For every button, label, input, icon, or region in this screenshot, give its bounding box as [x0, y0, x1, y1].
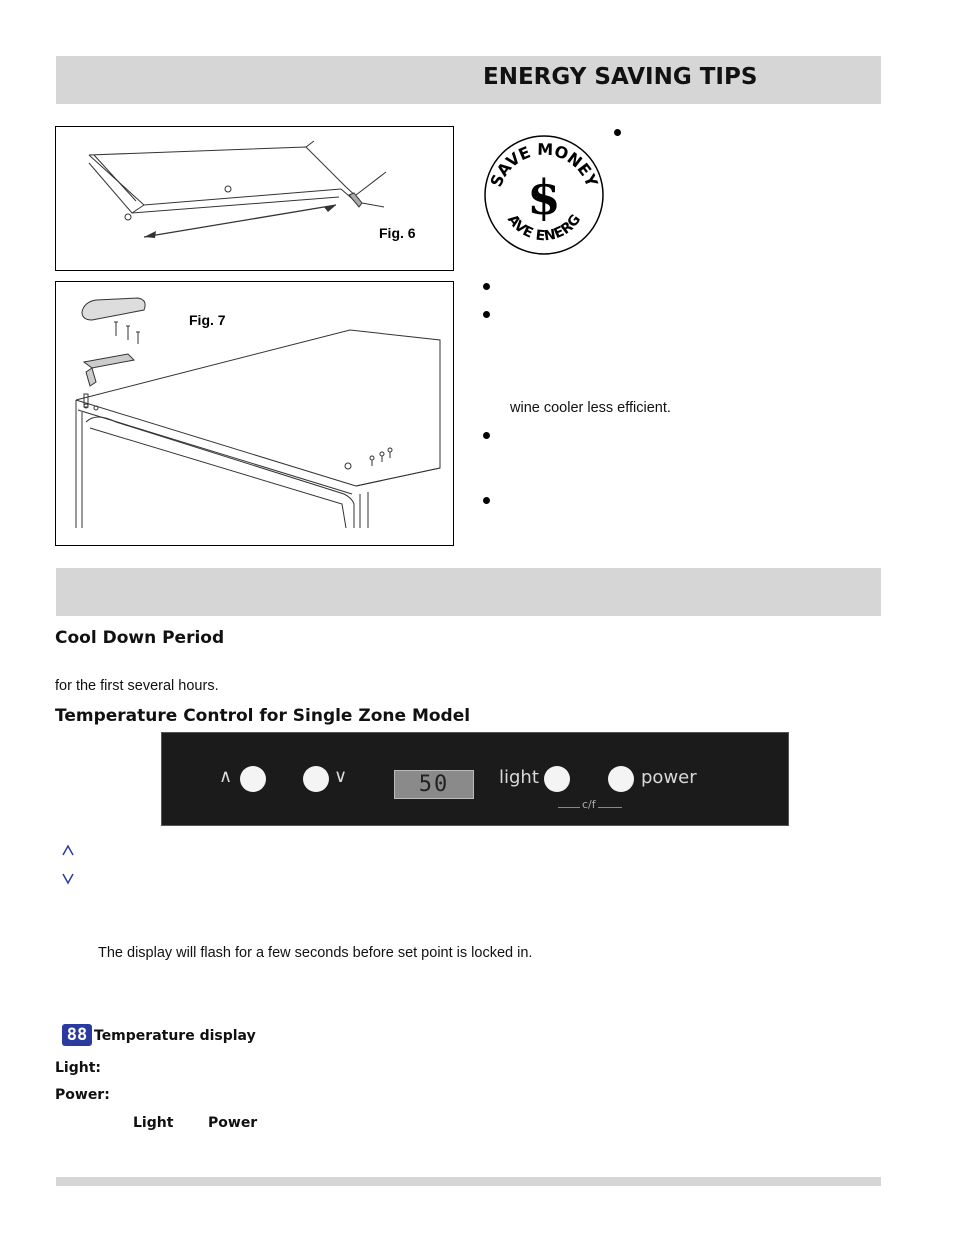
cool-down-heading: Cool Down Period — [55, 628, 225, 648]
tip-text-fragment: wine cooler less efficient. — [510, 400, 671, 416]
logo-top-text: SAVE MONEY — [486, 139, 602, 190]
flash-note: The display will flash for a few seconds before set point is locked in. — [98, 945, 533, 961]
cabinet-top-illustration — [56, 282, 452, 544]
light-button[interactable] — [544, 766, 570, 792]
tip-bullet-3 — [483, 311, 490, 318]
cf-label: c/f — [582, 798, 596, 811]
power-button[interactable] — [608, 766, 634, 792]
figure-7-label: Fig. 7 — [189, 312, 226, 328]
up-chevron-icon — [61, 842, 75, 861]
tip-bullet-5 — [483, 497, 490, 504]
logo-bottom-text: AVE ENERG — [504, 211, 584, 245]
segment-display-icon: 88 — [62, 1024, 92, 1046]
footer-band — [56, 1177, 881, 1186]
combo-power-label: Power — [208, 1115, 258, 1131]
figure-6 — [55, 126, 454, 271]
power-heading: Power: — [55, 1087, 110, 1103]
tip-bullet-2 — [483, 283, 490, 290]
light-label: light — [499, 767, 539, 788]
down-symbol: ∨ — [334, 766, 348, 787]
temp-control-heading: Temperature Control for Single Zone Model — [55, 706, 471, 726]
dollar-icon: $ — [527, 170, 561, 226]
page-title: ENERGY SAVING TIPS — [483, 64, 758, 90]
door-hinge-illustration — [56, 127, 452, 269]
temperature-readout: 50 — [394, 770, 474, 799]
cool-down-text: for the first several hours. — [55, 678, 219, 694]
light-heading: Light: — [55, 1060, 101, 1076]
down-chevron-icon — [61, 870, 75, 890]
control-panel — [161, 732, 789, 826]
up-button[interactable] — [240, 766, 266, 792]
combo-light-label: Light — [133, 1115, 174, 1131]
temperature-display-label: Temperature display — [94, 1028, 256, 1044]
figure-6-label: Fig. 6 — [379, 225, 416, 241]
power-label: power — [641, 767, 697, 788]
tip-bullet-4 — [483, 432, 490, 439]
section-band — [56, 568, 881, 616]
up-symbol: ∧ — [219, 766, 233, 787]
down-button[interactable] — [303, 766, 329, 792]
tip-bullet-1 — [614, 129, 621, 136]
save-money-logo — [483, 134, 605, 256]
figure-7 — [55, 281, 454, 546]
